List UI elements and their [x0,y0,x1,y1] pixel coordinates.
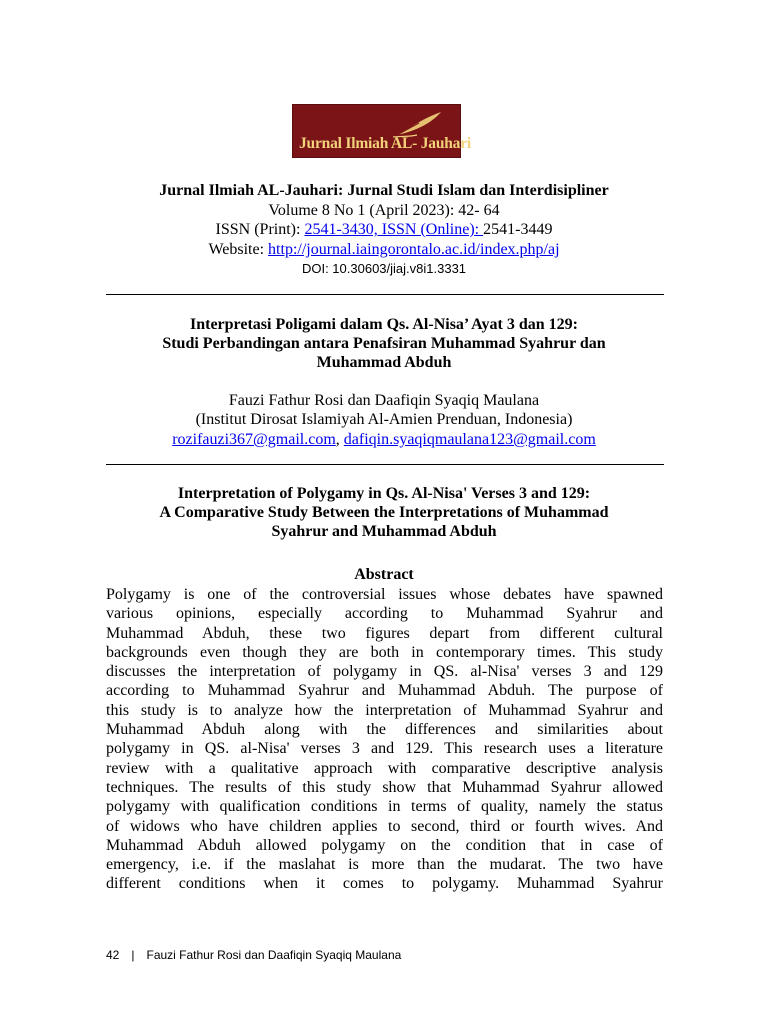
affiliation: (Institut Dirosat Islamiyah Al-Amien Prenduan, Indonesia) [195,411,573,428]
title-id-line-2: Studi Perbandingan antara Penafsiran Muhammad Syahrur dan [162,335,606,352]
title-en-line-3: Syahrur and Muhammad Abduh [271,523,497,540]
journal-website [0,241,768,259]
title-id-line-3: Muhammad Abduh [316,354,452,371]
issn-print-label: ISSN (Print): [215,221,305,238]
footer-separator: | [131,948,135,962]
abstract-line: polygamy in QS. al-Nisa' verses 3 and 129. This research uses a literature [106,740,663,758]
title-id-line-1: Interpretasi Poligami dalam Qs. Al-Nisa’ Ayat 3 dan 129: [190,316,578,333]
abstract-line: Muhammad Abduh along with the differences and similarities about [106,721,663,739]
journal-title: Jurnal Ilmiah AL-Jauhari: Jurnal Studi Islam dan Interdisipliner [159,182,609,199]
abstract-line: polygamy with qualification conditions in terms of quality, namely the status [106,798,663,816]
website-label: Website: [208,241,269,258]
email-link-1[interactable]: rozifauzi367@gmail.com [172,431,336,448]
abstract-line: according to Muhammad Syahrur and Muhammad Abduh. The purpose of [106,682,663,700]
running-head: Fauzi Fathur Rosi dan Daafiqin Syaqiq Maulana [146,948,402,962]
title-en-line-2: A Comparative Study Between the Interpretations of Muhammad [159,504,609,521]
abstract-line: Muhammad Abduh allowed polygamy on the condition that in case of [106,836,663,854]
page-footer [106,948,401,962]
page-number: 42 [106,948,120,962]
abstract-line: discusses the interpretation of polygamy in QS. al-Nisa' verses 3 and 129 [106,663,663,681]
abstract-line: of widows who have children applies to second, third or fourth wives. And [106,817,663,835]
issn-link[interactable]: 2541-3430, ISSN (Online): [304,221,484,238]
author-emails [0,431,768,449]
website-link[interactable]: http://journal.iaingorontalo.ac.id/index.php/aj [268,241,560,258]
abstract-line: emergency, i.e. if the maslahat is more than the mudarat. The two have [106,856,663,874]
abstract-line: Polygamy is one of the controversial issues whose debates have spawned [106,586,663,603]
abstract-line: Muhammad Abduh, these two figures depart from different cultural [106,624,663,642]
title-en-line-1: Interpretation of Polygamy in Qs. Al-Nisa' Verses 3 and 129: [177,485,591,502]
journal-issn [0,221,768,239]
divider [106,294,664,295]
abstract-heading: Abstract [354,566,414,583]
abstract-line: backgrounds even though they are both in contemporary times. This study [106,643,663,661]
divider [106,464,664,465]
abstract-line: review with a qualitative approach with comparative descriptive analysis [106,759,663,777]
abstract-line: various opinions, especially according to Muhammad Syahrur and [106,605,663,623]
authors: Fauzi Fathur Rosi dan Daafiqin Syaqiq Maulana [228,392,540,409]
issn-online-value: 2541-3449 [483,221,553,238]
email-separator: , [335,431,344,448]
journal-logo [292,104,471,158]
doi: DOI: 10.30603/jiaj.v8i1.3331 [301,261,467,276]
logo-text: Jurnal Ilmiah AL- Jauhari [299,135,471,152]
journal-volume: Volume 8 No 1 (April 2023): 42- 64 [268,202,500,219]
email-link-2[interactable]: dafiqin.syaqiqmaulana123@gmail.com [343,431,596,448]
abstract-line: this study is to analyze how the interpretation of Muhammad Syahrur and [106,701,663,719]
abstract-line: techniques. The results of this study show that Muhammad Syahrur allowed [106,778,663,796]
abstract-line: different conditions when it comes to polygamy. Muhammad Syahrur [106,875,663,893]
abstract-body [106,585,663,894]
